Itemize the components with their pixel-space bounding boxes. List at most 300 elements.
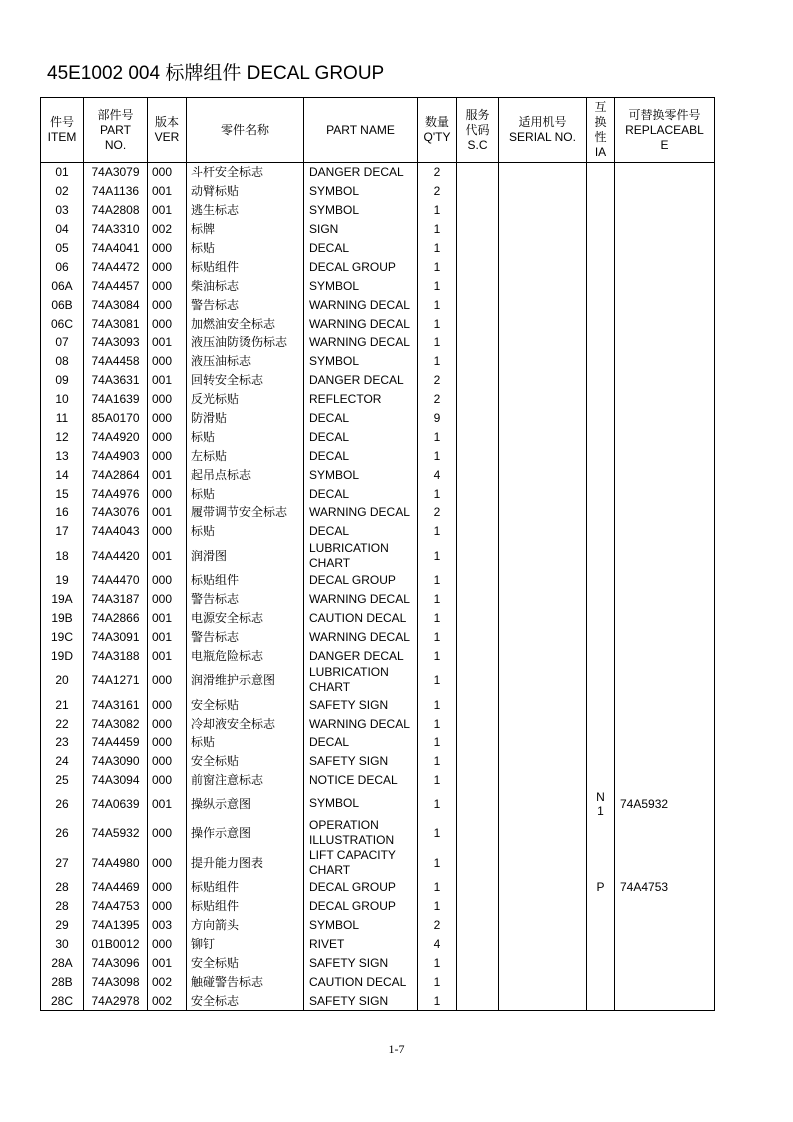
part-number-cell: 74A3090 [84,752,148,771]
interchangeability-cell [587,484,615,503]
service-code-cell [457,465,499,484]
part-number-cell: 74A2864 [84,465,148,484]
service-code-cell [457,818,499,848]
quantity-cell: 1 [418,541,457,571]
service-code-cell [457,790,499,818]
replaceable-part-cell [615,163,715,182]
item-number-cell: 06A [41,276,84,295]
table-row [41,427,715,446]
part-name-cell: SAFETY SIGN [304,752,418,771]
version-cell: 000 [148,295,187,314]
version-cell: 000 [148,897,187,916]
version-cell: 000 [148,818,187,848]
item-number-cell: 07 [41,333,84,352]
chinese-name-cell: 回转安全标志 [187,371,304,390]
interchangeability-cell [587,371,615,390]
part-number-cell: 85A0170 [84,409,148,428]
item-number-cell: 18 [41,541,84,571]
item-number-cell: 22 [41,714,84,733]
quantity-cell: 1 [418,522,457,541]
part-name-cell: REFLECTOR [304,390,418,409]
version-cell: 001 [148,790,187,818]
serial-no-cell [499,646,587,665]
item-number-cell: 20 [41,665,84,695]
serial-no-cell [499,991,587,1010]
service-code-cell [457,314,499,333]
serial-no-cell [499,695,587,714]
table-row [41,484,715,503]
chinese-name-cell: 柴油标志 [187,276,304,295]
part-name-cell: DECAL GROUP [304,571,418,590]
replaceable-part-cell [615,916,715,935]
interchangeability-cell [587,733,615,752]
interchangeability-cell [587,752,615,771]
item-number-cell: 21 [41,695,84,714]
table-row [41,314,715,333]
replaceable-part-cell [615,972,715,991]
quantity-cell: 1 [418,239,457,258]
part-number-cell: 74A3084 [84,295,148,314]
replaceable-part-cell [615,752,715,771]
part-name-cell: SYMBOL [304,201,418,220]
table-body [41,163,715,1011]
chinese-name-cell: 标贴组件 [187,878,304,897]
serial-no-cell [499,314,587,333]
interchangeability-cell: P [587,878,615,897]
replaceable-part-cell [615,484,715,503]
table-row [41,790,715,818]
item-number-cell: 14 [41,465,84,484]
table-row [41,646,715,665]
part-number-cell: 74A3631 [84,371,148,390]
chinese-name-cell: 冷却液安全标志 [187,714,304,733]
header-ia: 互 换 性 IA [587,98,615,163]
table-row [41,503,715,522]
chinese-name-cell: 标贴组件 [187,571,304,590]
part-name-cell: DECAL GROUP [304,257,418,276]
quantity-cell: 1 [418,333,457,352]
table-row [41,220,715,239]
table-row [41,163,715,182]
interchangeability-cell [587,991,615,1010]
serial-no-cell [499,714,587,733]
interchangeability-cell [587,571,615,590]
part-number-cell: 74A1395 [84,916,148,935]
table-row [41,953,715,972]
table-row [41,818,715,848]
service-code-cell [457,390,499,409]
part-number-cell: 74A4469 [84,878,148,897]
item-number-cell: 28C [41,991,84,1010]
interchangeability-cell [587,934,615,953]
version-cell: 000 [148,163,187,182]
version-cell: 000 [148,276,187,295]
part-number-cell: 74A4457 [84,276,148,295]
chinese-name-cell: 警告标志 [187,627,304,646]
serial-no-cell [499,163,587,182]
table-row [41,522,715,541]
interchangeability-cell [587,333,615,352]
serial-no-cell [499,878,587,897]
part-name-cell: CAUTION DECAL [304,609,418,628]
part-name-cell: WARNING DECAL [304,627,418,646]
item-number-cell: 28A [41,953,84,972]
chinese-name-cell: 安全标贴 [187,695,304,714]
replaceable-part-cell [615,714,715,733]
serial-no-cell [499,953,587,972]
interchangeability-cell [587,665,615,695]
interchangeability-cell [587,276,615,295]
quantity-cell: 1 [418,314,457,333]
serial-no-cell [499,771,587,790]
table-row [41,371,715,390]
interchangeability-cell [587,257,615,276]
item-number-cell: 23 [41,733,84,752]
table-row [41,878,715,897]
version-cell: 000 [148,484,187,503]
service-code-cell [457,695,499,714]
chinese-name-cell: 液压油标志 [187,352,304,371]
table-row [41,239,715,258]
part-number-cell: 74A4753 [84,897,148,916]
service-code-cell [457,848,499,878]
item-number-cell: 28 [41,897,84,916]
replaceable-part-cell [615,646,715,665]
quantity-cell: 1 [418,878,457,897]
version-cell: 000 [148,446,187,465]
version-cell: 000 [148,665,187,695]
part-name-cell: RIVET [304,934,418,953]
part-name-cell: DECAL GROUP [304,897,418,916]
part-number-cell: 74A4458 [84,352,148,371]
interchangeability-cell [587,609,615,628]
part-number-cell: 74A2978 [84,991,148,1010]
quantity-cell: 1 [418,220,457,239]
table-row [41,571,715,590]
service-code-cell [457,257,499,276]
table-row [41,257,715,276]
chinese-name-cell: 安全标贴 [187,752,304,771]
table-row [41,295,715,314]
interchangeability-cell [587,220,615,239]
chinese-name-cell: 起吊点标志 [187,465,304,484]
part-name-cell: DECAL GROUP [304,878,418,897]
interchangeability-cell [587,695,615,714]
part-name-cell: SAFETY SIGN [304,695,418,714]
interchangeability-cell [587,390,615,409]
part-number-cell: 74A4470 [84,571,148,590]
quantity-cell: 1 [418,953,457,972]
item-number-cell: 01 [41,163,84,182]
part-name-cell: DANGER DECAL [304,371,418,390]
table-row [41,733,715,752]
chinese-name-cell: 触碰警告标志 [187,972,304,991]
part-name-cell: DECAL [304,446,418,465]
interchangeability-cell [587,953,615,972]
part-number-cell: 74A4903 [84,446,148,465]
part-name-cell: SYMBOL [304,276,418,295]
header-replaceable: 可替换零件号 REPLACEABL E [615,98,715,163]
service-code-cell [457,371,499,390]
interchangeability-cell [587,182,615,201]
replaceable-part-cell: 74A5932 [615,790,715,818]
part-number-cell: 74A3081 [84,314,148,333]
quantity-cell: 1 [418,972,457,991]
replaceable-part-cell [615,934,715,953]
version-cell: 001 [148,646,187,665]
service-code-cell [457,571,499,590]
quantity-cell: 1 [418,627,457,646]
service-code-cell [457,201,499,220]
quantity-cell: 1 [418,646,457,665]
replaceable-part-cell [615,848,715,878]
part-name-cell: DANGER DECAL [304,646,418,665]
serial-no-cell [499,371,587,390]
quantity-cell: 1 [418,295,457,314]
service-code-cell [457,733,499,752]
table-row [41,409,715,428]
interchangeability-cell [587,163,615,182]
part-number-cell: 74A3079 [84,163,148,182]
table-row [41,627,715,646]
interchangeability-cell [587,201,615,220]
interchangeability-cell [587,714,615,733]
quantity-cell: 2 [418,182,457,201]
quantity-cell: 2 [418,371,457,390]
service-code-cell [457,752,499,771]
version-cell: 000 [148,257,187,276]
version-cell: 001 [148,953,187,972]
serial-no-cell [499,897,587,916]
part-name-cell: SIGN [304,220,418,239]
part-name-cell: WARNING DECAL [304,314,418,333]
service-code-cell [457,590,499,609]
service-code-cell [457,541,499,571]
table-row [41,182,715,201]
serial-no-cell [499,295,587,314]
part-name-cell: LUBRICATION CHART [304,541,418,571]
part-name-cell: DECAL [304,733,418,752]
part-name-cell: LUBRICATION CHART [304,665,418,695]
quantity-cell: 1 [418,848,457,878]
version-cell: 000 [148,771,187,790]
quantity-cell: 1 [418,571,457,590]
chinese-name-cell: 安全标贴 [187,953,304,972]
quantity-cell: 1 [418,257,457,276]
table-row [41,390,715,409]
item-number-cell: 26 [41,790,84,818]
chinese-name-cell: 液压油防烫伤标志 [187,333,304,352]
serial-no-cell [499,733,587,752]
quantity-cell: 2 [418,163,457,182]
chinese-name-cell: 动臂标贴 [187,182,304,201]
version-cell: 003 [148,916,187,935]
header-item: 件号 ITEM [41,98,84,163]
part-number-cell: 74A4472 [84,257,148,276]
replaceable-part-cell [615,991,715,1010]
quantity-cell: 1 [418,752,457,771]
part-name-cell: SYMBOL [304,352,418,371]
replaceable-part-cell [615,201,715,220]
version-cell: 000 [148,590,187,609]
quantity-cell: 1 [418,665,457,695]
quantity-cell: 9 [418,409,457,428]
chinese-name-cell: 反光标贴 [187,390,304,409]
chinese-name-cell: 加燃油安全标志 [187,314,304,333]
serial-no-cell [499,427,587,446]
chinese-name-cell: 标贴 [187,522,304,541]
chinese-name-cell: 标贴 [187,484,304,503]
serial-no-cell [499,752,587,771]
part-number-cell: 74A3187 [84,590,148,609]
chinese-name-cell: 履带调节安全标志 [187,503,304,522]
replaceable-part-cell [615,295,715,314]
item-number-cell: 16 [41,503,84,522]
serial-no-cell [499,665,587,695]
interchangeability-cell [587,848,615,878]
replaceable-part-cell [615,371,715,390]
version-cell: 000 [148,752,187,771]
part-name-cell: CAUTION DECAL [304,972,418,991]
quantity-cell: 1 [418,201,457,220]
version-cell: 002 [148,991,187,1010]
quantity-cell: 1 [418,590,457,609]
serial-no-cell [499,609,587,628]
serial-no-cell [499,220,587,239]
item-number-cell: 19A [41,590,84,609]
part-number-cell: 74A3310 [84,220,148,239]
service-code-cell [457,991,499,1010]
item-number-cell: 09 [41,371,84,390]
part-number-cell: 74A3082 [84,714,148,733]
quantity-cell: 1 [418,446,457,465]
interchangeability-cell [587,239,615,258]
replaceable-part-cell [615,503,715,522]
replaceable-part-cell [615,771,715,790]
item-number-cell: 30 [41,934,84,953]
part-number-cell: 74A4041 [84,239,148,258]
quantity-cell: 1 [418,790,457,818]
item-number-cell: 25 [41,771,84,790]
version-cell: 000 [148,314,187,333]
quantity-cell: 1 [418,818,457,848]
table-row [41,201,715,220]
interchangeability-cell [587,972,615,991]
part-name-cell: DECAL [304,522,418,541]
chinese-name-cell: 标贴 [187,239,304,258]
serial-no-cell [499,333,587,352]
service-code-cell [457,646,499,665]
chinese-name-cell: 电瓶危险标志 [187,646,304,665]
item-number-cell: 04 [41,220,84,239]
part-name-cell: OPERATION ILLUSTRATION [304,818,418,848]
serial-no-cell [499,257,587,276]
serial-no-cell [499,446,587,465]
serial-no-cell [499,790,587,818]
interchangeability-cell [587,590,615,609]
part-number-cell: 74A3096 [84,953,148,972]
part-number-cell: 74A3076 [84,503,148,522]
serial-no-cell [499,541,587,571]
chinese-name-cell: 方向箭头 [187,916,304,935]
version-cell: 000 [148,878,187,897]
interchangeability-cell [587,314,615,333]
replaceable-part-cell [615,314,715,333]
version-cell: 001 [148,503,187,522]
replaceable-part-cell [615,818,715,848]
serial-no-cell [499,590,587,609]
serial-no-cell [499,571,587,590]
interchangeability-cell [587,465,615,484]
service-code-cell [457,522,499,541]
table-row [41,590,715,609]
replaceable-part-cell [615,182,715,201]
chinese-name-cell: 标贴组件 [187,897,304,916]
quantity-cell: 1 [418,695,457,714]
page-title: 45E1002 004 标牌组件 DECAL GROUP [47,63,385,84]
chinese-name-cell: 斗杆安全标志 [187,163,304,182]
table-row [41,752,715,771]
interchangeability-cell [587,916,615,935]
part-number-cell: 74A1639 [84,390,148,409]
part-name-cell: WARNING DECAL [304,295,418,314]
item-number-cell: 19D [41,646,84,665]
replaceable-part-cell [615,352,715,371]
table-row [41,695,715,714]
part-number-cell: 74A3188 [84,646,148,665]
part-number-cell: 74A3091 [84,627,148,646]
replaceable-part-cell: 74A4753 [615,878,715,897]
item-number-cell: 06 [41,257,84,276]
part-number-cell: 74A3098 [84,972,148,991]
item-number-cell: 13 [41,446,84,465]
version-cell: 002 [148,972,187,991]
service-code-cell [457,627,499,646]
part-number-cell: 74A1136 [84,182,148,201]
serial-no-cell [499,522,587,541]
chinese-name-cell: 前窗注意标志 [187,771,304,790]
quantity-cell: 1 [418,609,457,628]
version-cell: 000 [148,695,187,714]
table-row [41,934,715,953]
item-number-cell: 05 [41,239,84,258]
service-code-cell [457,897,499,916]
serial-no-cell [499,972,587,991]
item-number-cell: 24 [41,752,84,771]
chinese-name-cell: 标贴 [187,427,304,446]
quantity-cell: 1 [418,484,457,503]
table-header [41,98,715,163]
quantity-cell: 2 [418,503,457,522]
serial-no-cell [499,409,587,428]
replaceable-part-cell [615,276,715,295]
part-name-cell: SYMBOL [304,182,418,201]
replaceable-part-cell [615,465,715,484]
part-name-cell: DANGER DECAL [304,163,418,182]
version-cell: 001 [148,609,187,628]
part-name-cell: DECAL [304,409,418,428]
version-cell: 000 [148,390,187,409]
chinese-name-cell: 操作示意图 [187,818,304,848]
version-cell: 000 [148,714,187,733]
item-number-cell: 10 [41,390,84,409]
item-number-cell: 19B [41,609,84,628]
quantity-cell: 1 [418,991,457,1010]
part-name-cell: SYMBOL [304,465,418,484]
serial-no-cell [499,484,587,503]
chinese-name-cell: 逃生标志 [187,201,304,220]
table-row [41,916,715,935]
